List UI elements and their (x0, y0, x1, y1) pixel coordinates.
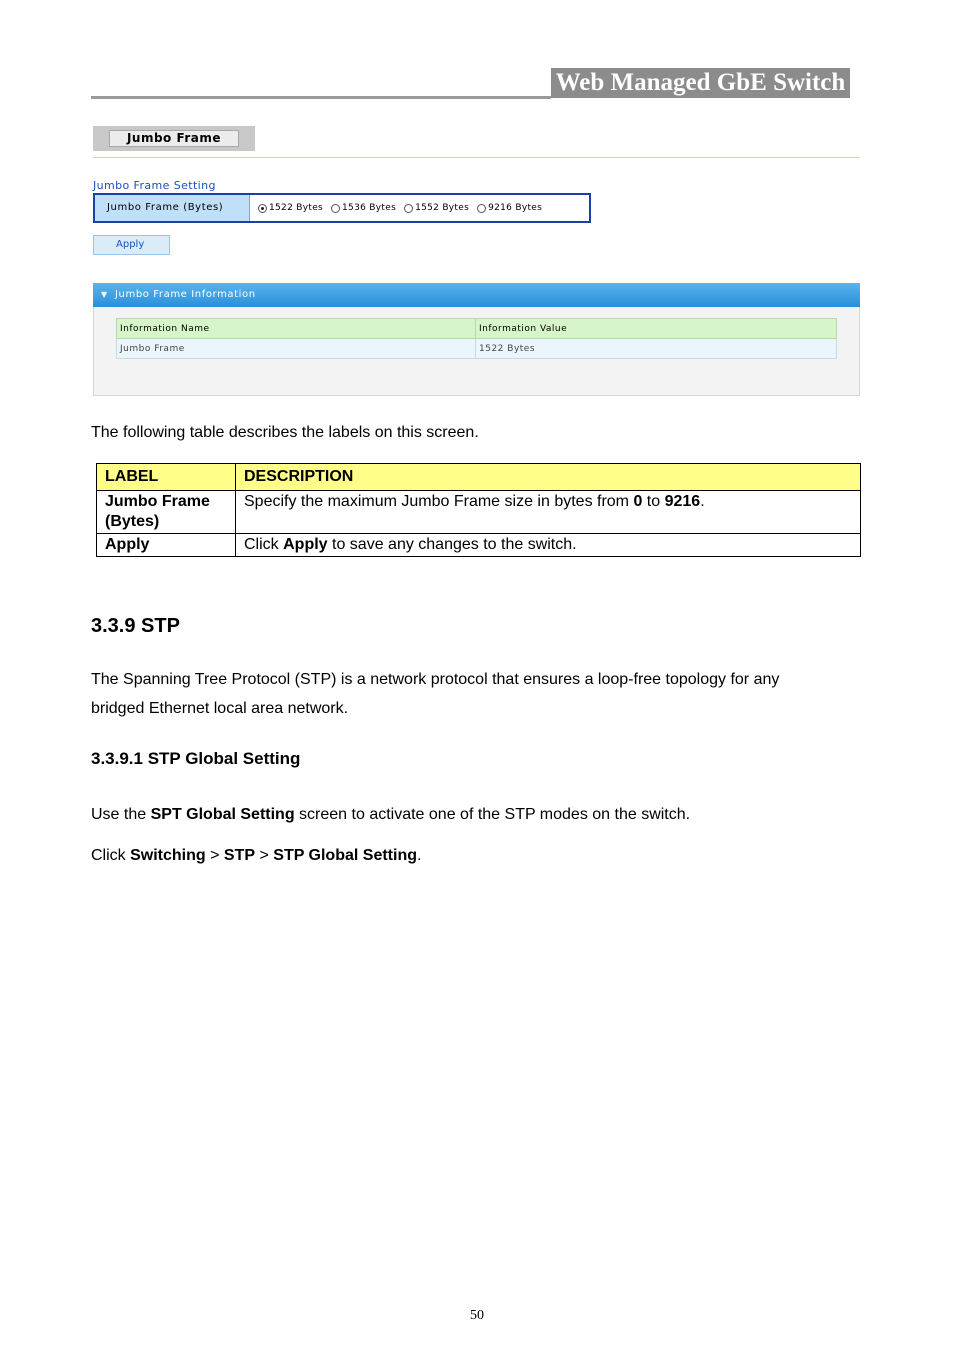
col-header-description: DESCRIPTION (236, 464, 861, 491)
info-panel-header[interactable] (93, 283, 860, 307)
stp-paragraph-line1: The Spanning Tree Protocol (STP) is a network protocol that ensures a loop-free topology for any (91, 671, 780, 688)
header-title: Web Managed GbE Switch (551, 68, 850, 98)
option-1552[interactable] (404, 203, 469, 213)
section-heading: 3.3.9 STP (91, 615, 180, 637)
info-header-value: Information Value (476, 319, 837, 339)
row-label: Apply (97, 534, 236, 557)
setting-label: Jumbo Frame (Bytes) (95, 195, 250, 221)
jumbo-frame-setting-table (93, 193, 591, 223)
option-label: 1536 Bytes (342, 203, 397, 213)
info-cell-name: Jumbo Frame (117, 339, 476, 359)
option-1536[interactable] (331, 203, 396, 213)
stp-paragraph-line2: bridged Ethernet local area network. (91, 700, 349, 717)
table-row (97, 534, 861, 557)
page-number: 50 (470, 1308, 484, 1323)
radio-selected-icon[interactable] (258, 204, 267, 213)
row-label: Jumbo Frame (Bytes) (97, 491, 236, 534)
tab-divider (93, 157, 860, 158)
collapse-arrow-icon[interactable]: ▼ (101, 290, 108, 299)
row-description: Click Apply to save any changes to the switch. (236, 534, 861, 557)
intro-text: The following table describes the labels on this screen. (91, 424, 479, 441)
col-header-label: LABEL (97, 464, 236, 491)
radio-icon[interactable] (404, 204, 413, 213)
radio-icon[interactable] (331, 204, 340, 213)
setting-title: Jumbo Frame Setting (93, 179, 216, 192)
tab-jumbo-frame[interactable]: Jumbo Frame (109, 130, 239, 147)
description-table (96, 463, 861, 557)
size-options (250, 195, 589, 221)
click-path: Click Switching > STP > STP Global Setting. (91, 847, 422, 864)
info-title: Jumbo Frame Information (115, 289, 256, 300)
option-label: 1522 Bytes (269, 203, 324, 213)
row-description: Specify the maximum Jumbo Frame size in bytes from 0 to 9216. (236, 491, 861, 534)
info-cell-value: 1522 Bytes (476, 339, 837, 359)
option-label: 1552 Bytes (415, 203, 470, 213)
option-9216[interactable] (477, 203, 542, 213)
table-row (97, 491, 861, 534)
option-label: 9216 Bytes (488, 203, 543, 213)
apply-button[interactable]: Apply (93, 235, 170, 255)
header-rule (91, 96, 551, 99)
info-header-name: Information Name (117, 319, 476, 339)
radio-icon[interactable] (477, 204, 486, 213)
option-1522[interactable] (258, 203, 323, 213)
sub-heading: 3.3.9.1 STP Global Setting (91, 749, 301, 768)
use-instruction: Use the SPT Global Setting screen to activate one of the STP modes on the switch. (91, 806, 691, 823)
info-table (116, 318, 837, 359)
